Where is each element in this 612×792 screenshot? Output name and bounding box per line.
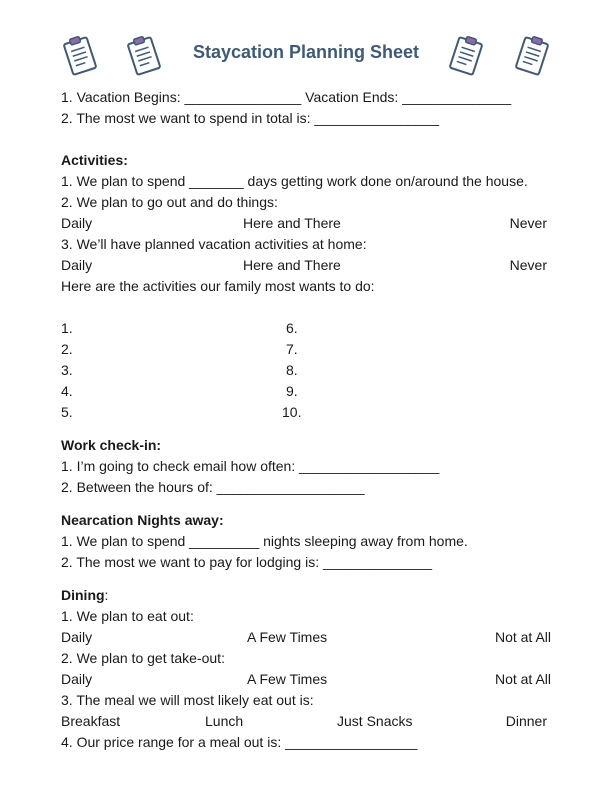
list-item[interactable] bbox=[61, 339, 551, 360]
lodging-budget-line[interactable]: 2. The most we want to pay for lodging is: ______________ bbox=[61, 554, 432, 570]
vacation-dates-line[interactable]: 1. Vacation Begins: _______________ Vacation Ends: ______________ bbox=[61, 89, 512, 105]
dining-heading bbox=[61, 585, 551, 606]
meal-question: 3. The meal we will most likely eat out is: bbox=[61, 692, 314, 708]
clipboard-checklist-icon bbox=[446, 32, 486, 78]
home-activities-question: 3. We’ll have planned vacation activities at home: bbox=[61, 236, 367, 252]
option-never[interactable]: Never bbox=[509, 215, 547, 231]
option-dinner[interactable]: Dinner bbox=[505, 713, 547, 729]
go-out-question: 2. We plan to go out and do things: bbox=[61, 194, 278, 210]
form-body bbox=[61, 87, 551, 753]
list-item[interactable] bbox=[61, 402, 551, 423]
page-title: Staycation Planning Sheet bbox=[192, 42, 420, 62]
page-header bbox=[0, 32, 612, 82]
list-number: 6. bbox=[286, 320, 298, 336]
eat-out-question: 1. We plan to eat out: bbox=[61, 608, 194, 624]
list-number: 7. bbox=[286, 341, 298, 357]
take-out-options bbox=[61, 669, 551, 690]
option-here-and-there[interactable]: Here and There bbox=[243, 215, 341, 231]
option-a-few-times[interactable]: A Few Times bbox=[247, 629, 328, 645]
total-budget-line[interactable]: 2. The most we want to spend in total is: ________________ bbox=[61, 110, 440, 126]
list-number: 5. bbox=[61, 404, 73, 420]
option-a-few-times[interactable]: A Few Times bbox=[247, 671, 328, 687]
option-just-snacks[interactable]: Just Snacks bbox=[337, 713, 413, 729]
option-here-and-there[interactable]: Here and There bbox=[243, 257, 341, 273]
dining-heading-text: Dining bbox=[61, 587, 105, 603]
list-item[interactable] bbox=[61, 360, 551, 381]
option-breakfast[interactable]: Breakfast bbox=[61, 713, 121, 729]
work-hours-line[interactable]: 2. Between the hours of: ___________________ bbox=[61, 479, 365, 495]
list-number: 9. bbox=[286, 383, 298, 399]
activities-list-intro: Here are the activities our family most wants to do: bbox=[61, 278, 375, 294]
list-number: 3. bbox=[61, 362, 73, 378]
option-not-at-all[interactable]: Not at All bbox=[494, 671, 551, 687]
list-number: 2. bbox=[61, 341, 73, 357]
work-days-line[interactable]: 1. We plan to spend _______ days getting work done on/around the house. bbox=[61, 173, 528, 189]
eat-out-options bbox=[61, 627, 551, 648]
option-not-at-all[interactable]: Not at All bbox=[494, 629, 551, 645]
list-item[interactable] bbox=[61, 381, 551, 402]
dining-heading-colon: : bbox=[104, 587, 109, 603]
go-out-options bbox=[61, 213, 551, 234]
option-daily[interactable]: Daily bbox=[61, 215, 93, 231]
option-lunch[interactable]: Lunch bbox=[205, 713, 244, 729]
nights-heading: Nearcation Nights away: bbox=[61, 512, 224, 528]
option-never[interactable]: Never bbox=[509, 257, 547, 273]
clipboard-checklist-icon bbox=[512, 32, 552, 78]
list-number: 10. bbox=[282, 404, 302, 420]
option-daily[interactable]: Daily bbox=[61, 629, 93, 645]
work-heading: Work check-in: bbox=[61, 437, 162, 453]
option-daily[interactable]: Daily bbox=[61, 671, 93, 687]
take-out-question: 2. We plan to get take-out: bbox=[61, 650, 225, 666]
list-number: 1. bbox=[61, 320, 73, 336]
list-number: 8. bbox=[286, 362, 298, 378]
activities-heading: Activities: bbox=[61, 152, 128, 168]
list-number: 4. bbox=[61, 383, 73, 399]
email-frequency-line[interactable]: 1. I’m going to check email how often: __________________ bbox=[61, 458, 440, 474]
meal-options bbox=[61, 711, 551, 732]
meal-price-line[interactable]: 4. Our price range for a meal out is: _________________ bbox=[61, 734, 418, 750]
nights-away-line[interactable]: 1. We plan to spend _________ nights sleeping away from home. bbox=[61, 533, 468, 549]
list-item[interactable] bbox=[61, 318, 551, 339]
option-daily[interactable]: Daily bbox=[61, 257, 93, 273]
home-activities-options bbox=[61, 255, 551, 276]
